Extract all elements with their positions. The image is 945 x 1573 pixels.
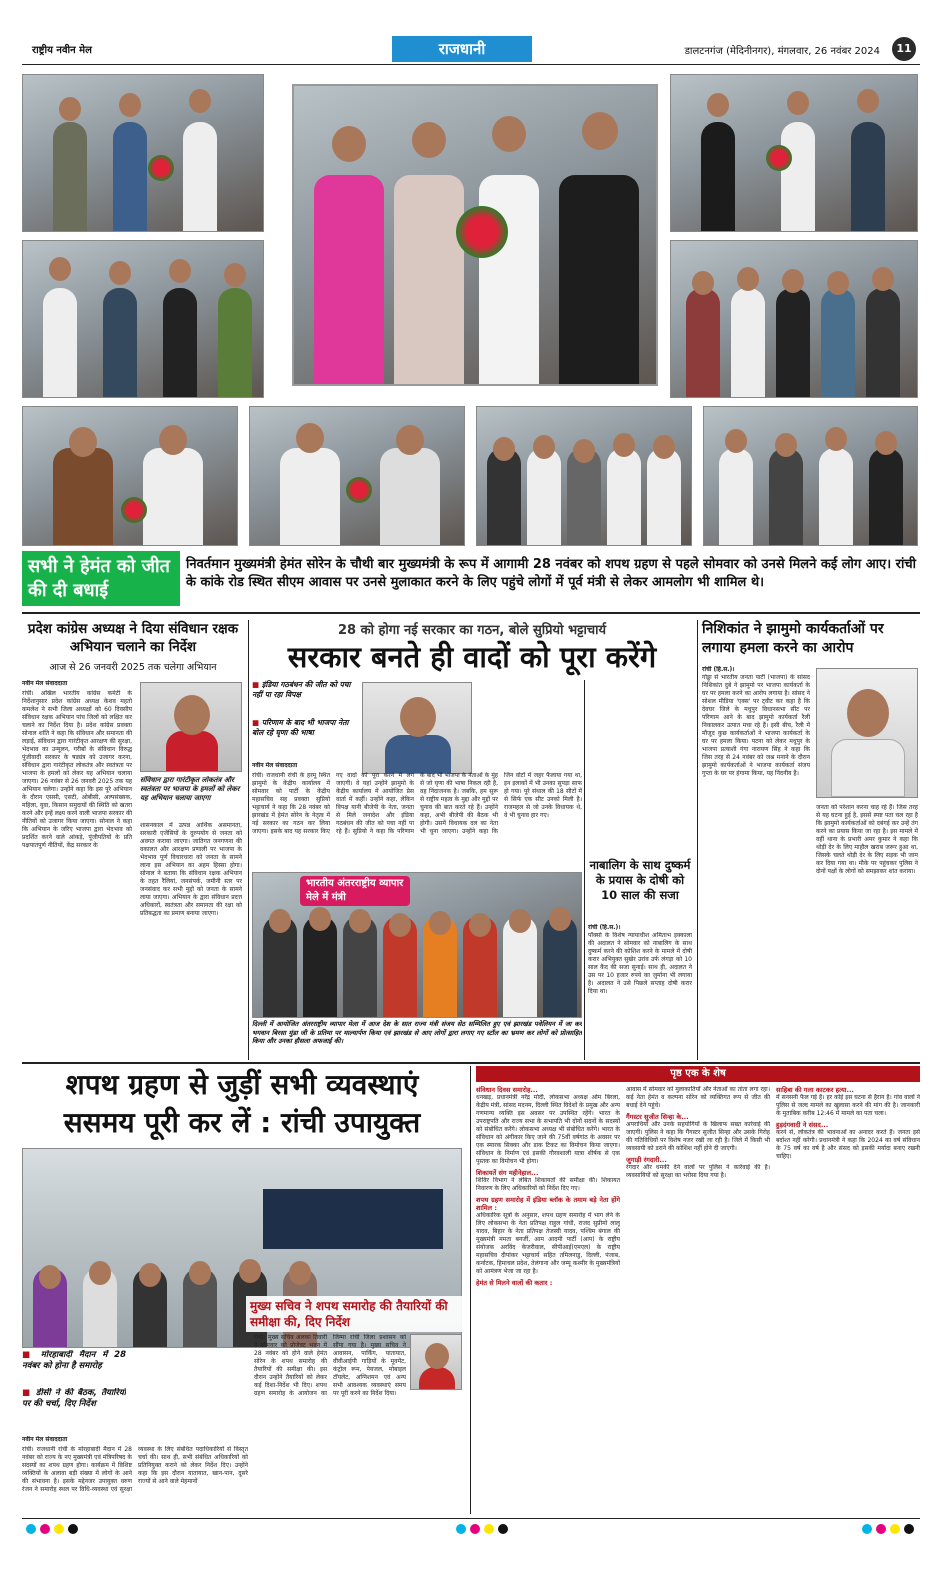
story-left-body: रांची। अखिल भारतीय कांग्रेस कमेटी के निर्देशानुसार प्रदेश कांग्रेस अध्यक्ष केशव महतो कमलेश ने सभी जिला अध्यक्षों को 60 दिवसीय संविधान रक्षक अभियान पांच जिलों को लक्षित कर चलाने का निर्देश दिया है। प्रदेश कांग्रेस प्रवक्ता सोनाल शांति ने कहा कि संविधान और समानता की लड़ाई, संविधान द्वारा गारंटीकृत आरक्षण की सुरक्षा, भेदभाव का उन्मूलन, गरीबों के संविधान विरुद्ध पूंजीवादी सरकार के षड्यंत्र को उजागर करना, संविधान द्वारा गारंटीकृत लोकतंत्र और स्वतंत्रता पर भाजपा के हमलों को लेकर यह अभियान चलाया जाएगा। 26 नवंबर से 26 जनवरी 2025 तक यह अभियान चलेगा। उन्होंने कहा कि इस पूरे अभियान के दौरान एससी, एसटी, ओबीसी, अल्पसंख्यक, महिला, युवा, किसान समुदायों की स्थिति को खतरा करने और इन्हें लक्ष्य करने वाली भाजपा सरकार की नीतियों को उजागर किया जाएगा। सोनाल ने कहा कि अभियान के जरिए भाजपा द्वारा भेदभाव को प्रदर्शित करने वाले आंकड़े, पूंजीपतियों के प्रति पक्षपातपूर्ण नीतियों, केंद्र सरकार के (22, 690, 132, 849)
continued-section-5-title: गैंगस्टर सुजीत सिन्हा के... (626, 1113, 689, 1121)
column-rule (584, 680, 585, 1060)
story-left-headline: प्रदेश कांग्रेस अध्यक्ष ने दिया संविधान रक्षक अभियान चलाने का निर्देश (27, 621, 239, 655)
continued-section-5: अपराधियों और उनके सहयोगियों के खिलाफ सख्त कार्रवाई की जाएगी। पुलिस ने कहा कि गैंगस्टर सुजीत सिन्हा और उसके गिरोह की गतिविधियों पर विशेष नजर रखी जा रही है। जिले में किसी भी व्यवसायी को डराने की कोशिश नहीं होने दी जाएगी। (626, 1121, 770, 1152)
story-center-body: रांची। राजधानी रांची के हरमू स्थित झामुमो के केंद्रीय कार्यालय में सोमवार को पार्टी के केंद्रीय महासचिव सह प्रवक्ता सुप्रियो भट्टाचार्य ने कहा कि 28 नवंबर को झारखंड में हेमंत सोरेन के नेतृत्व में नई सरकार का गठन कर लिया जाएगा। इसके बाद यह सरकार किए गए वादों को पूरा करने में लग जाएगी। वे यहां उन्होंने झामुमो के केंद्रीय कार्यालय में आयोजित प्रेस वार्ता में कहीं। उन्होंने कहा, लेकिन विपक्ष यानी बीजेपी के नेता, जनता से मिले जनादेश और इंडिया गठबंधन की जीत को पचा नहीं पा रहे हैं। सुप्रियो ने कहा कि परिणाम के बाद भी भाजपा के नेताओं के मुंह से जो घृणा की भाषा निकल रही है, वह निंदाजनक है। जबकि, हम सुरू से राष्ट्रीय महत्व के मुद्दा और मुद्दों पर चुनाव की बात करते रहे हैं। उन्होंने कहा, अभी बीजेपी की बैठक भी होगी। उसमें विधायक दल का नेता भी चुना जाएगा। उन्होंने कहा कि जिन वोटों में जहर फैलाया गया था, इन इलाकों में भी उनका सुपड़ा साफ हो गया। पूरे संथाल की 18 सीटों में से सिर्फ एक सीट उनको मिली है। राजमहल से जो उनके विधायक थे, वे भी चुनाव हार गए। (252, 772, 582, 835)
photo-greeting-5 (22, 406, 238, 546)
story-small-body: पॉक्सो के विशेष न्यायाधीश अमिताभ इक्काला की अदालत ने सोमवार को नाबालिग के साथ दुष्कर्म करने की कोशिश करने के मामले में दोषी करार अभियुक्त सुखेर उरांव उर्फ लंगड़ा को 10 साल कैद की सजा सुनाई। साथ ही, अदालत ने उस पर 10 हजार रुपये का जुर्माना भी लगाया है। अदालत ने उसे पिछले सप्ताह दोषी करार दिया था। (588, 932, 692, 995)
color-mark (40, 1524, 50, 1534)
continued-column-3 (776, 1086, 920, 1514)
continued-section-7: में सनसनी फैल गई है। हर कोई इस घटना से हैरान है। गांव वालों ने पुलिस से जल्द मामले का खुलासा करने की मांग की है। जानकारी के मुताबिक करीब 12:46 में मामले का पता चला। (776, 1094, 920, 1117)
color-mark (876, 1524, 886, 1534)
color-mark (26, 1524, 36, 1534)
page-number: 11 (892, 37, 916, 61)
continued-section-8: करने से, लोकतंत्र की भावनाओं का अनादर करते हैं। जनता इसे बर्दाश्त नहीं करेगी। प्रधानमंत्री ने कहा कि 2024 का वर्ष संविधान के 75 वर्ष का वर्ष है और संसद को इसकी मर्यादा बनाए रखनी चाहिए। (776, 1129, 920, 1160)
continued-section-4: आवास में सोमवार को मुलाकातियों और नेताओं का तांता लगा रहा। कई नेता हेमंत व कल्पना सोरेन को व्यक्तिगत रूप से जीत की बधाई देने पहुंचे। (626, 1086, 770, 1109)
story-bottom-body: रांची। राजधानी रांची के मोरहाबादी मैदान में 28 नवंबर को राज्य के नए मुख्यमंत्री एवं मंत्रिपरिषद के सदस्यों का शपथ ग्रहण होगा। कार्यक्रम में विशिष्ट व्यक्तियों के अलावा बड़ी संख्या में लोगों के आने की संभावना है। इसके मद्देनजर उपायुक्त वरुण रंजन ने समारोह स्थल पर विधि-व्यवस्था एवं सुरक्षा व्यवस्था के लिए संबंधित पदाधिकारियों से विस्तृत चर्चा की। साथ ही, सभी संबंधित अधिकारियों को प्रतिनियुक्त कराने को लेकर निर्देश दिए। उन्होंने कहा कि इस दौरान यातायात, खान-पान, दूसरे राज्यों से आने वाले मेहमानों (22, 1446, 248, 1493)
photo-chief-secretary (410, 1334, 462, 1390)
story-bottom-body-cont (132, 1350, 248, 1446)
story-center-byline: नवीन मेल संवाददाता (252, 762, 298, 769)
photo-feature-caption: निवर्तमान मुख्यमंत्री हेमंत सोरेन के चौथी बार मुख्यमंत्री के रूप में आगामी 28 नवंबर को शपथ ग्रहण से पहले सोमवार को उनसे मिलने कई लोग आए। रांची के कांके रोड स्थित सीएम आवास पर उनसे मुलाकात करने के लिए पहुंचे लोगों में पूर्व मंत्री से लेकर आमलोग भी शामिल थे। (186, 557, 916, 590)
photo-supriyo (362, 682, 472, 774)
story-center-kicker: 28 को होगा नई सरकार का गठन, बोले सुप्रियो भट्टाचार्य (338, 623, 606, 638)
story-left-subhead: आज से 26 जनवरी 2025 तक चलेगा अभियान (49, 662, 217, 673)
column-rule (697, 620, 698, 1060)
newspaper-logo: राष्ट्रीय नवीन मेल (32, 45, 92, 56)
story-left-byline: नवीन मेल संवाददाता (22, 680, 68, 687)
color-mark (68, 1524, 78, 1534)
story-small-byline: रांची (हि.स.)। (588, 924, 621, 931)
photo-greeting-4 (670, 240, 918, 398)
continued-section-6-title: जुगाड़ी रंगदारी... (626, 1156, 667, 1164)
story-bottom-point-1: ■ मोरहाबादी मैदान में 28 नवंबर को होना है समारोह (22, 1350, 126, 1371)
continued-section-1: धनखड़, प्रधानमंत्री नरेंद्र मोदी, लोकसभा अध्यक्ष ओम बिरला, केंद्रीय मंत्री, सांसद मदनम, दिल्ली स्थित विदेशों के प्रमुख और अन्य गणमान्य व्यक्ति इस अवसर पर उपस्थित रहेंगे। भारत के उपराष्ट्रपति और राज्य सभा के सभापति भी दोनों सदनों के सदस्यों को संबोधित करेंगे। लोकसभा अध्यक्ष भी संबोधित करेंगे। भारत के संविधान को अंगीकार किए जाने की 75वीं वर्षगांठ के अवसर पर एक स्मारक सिक्का और डाक टिकट का विमोचन किया जाएगा। संविधान के निर्माण एवं इसकी गौरवशाली यात्रा शीर्षक से एक पुस्तक का विमोचन भी होगा। (476, 1094, 620, 1165)
story-bottom-headline-1: शपथ ग्रहण से जुड़ीं सभी व्यवस्थाएं (65, 1068, 419, 1101)
story-right-body-2: जनता को परेशान करना चाह रहे हैं। जिस तरह से यह घटना हुई है, इससे स्पष्ट पता चल रहा है कि झामुमो कार्यकर्ताओं को दबंगई कर उन्हें तंग करने का प्रयास किया जा रहा है। इस मामले में वहीं थाना के प्रभारी अमर कुमार ने कहा कि थोड़ी देर के लिए माहौल खराब जरूर हुआ था, जिसके चलते थोड़ी देर के लिए सड़क भी जाम कर दिया गया था। मौके पर पहुंचकर पुलिस ने दोनों पक्षों के लोगों को समझाकर शांत कराया। (816, 804, 918, 875)
story-center-body-cont (476, 682, 582, 868)
continued-section-4-title: हेमंत से मिलने वालों की कतार : (476, 1279, 553, 1287)
story-center-pullquote-1: ■ इंडिया गठबंधन की जीत को पचा नहीं पा रहा विपक्ष (252, 680, 351, 699)
color-mark (470, 1524, 480, 1534)
continued-section-1-title: संविधान दिवस समारोह... (476, 1086, 538, 1094)
continued-column-2 (626, 1086, 770, 1514)
color-mark (54, 1524, 64, 1534)
color-mark (862, 1524, 872, 1534)
section-divider (22, 1062, 920, 1064)
color-mark (904, 1524, 914, 1534)
photo-greeting-2 (22, 240, 264, 398)
continued-section-2-title: शिकायतें संग महीनेहाल... (476, 1169, 539, 1177)
dateline: डालटनगंज (मेदिनीनगर), मंगलवार, 26 नवंबर 2024 (684, 46, 880, 57)
color-mark (484, 1524, 494, 1534)
story-right-byline: रांची (हि.स.)। (702, 666, 735, 673)
story-left-body-2: शासनकाल में उत्पन्न आर्थिक असमानता, सरकारी एजेंसियों के दुरुपयोग से जनता को अवगत कराया जाएगा। जातिगत जनगणना की वकालत और आरक्षण प्रणाली पर भाजपा के भेदभाव पूर्ण विचारधारा को जनता के सामने लाना इस अभियान का अहम हिस्सा होगा। सोनाल ने बताया कि संविधान रक्षक अभियान के तहत रैलियां, जनसंपर्क, जमीनी स्तर पर जनसंवाद कर सभी मुद्दों को जनता के सामने लाया जाएगा। अभियान के द्वारा संविधान प्रदत्त अधिकारों, स्वतंत्रता और समानता की रक्षा को प्रतिबद्धता का प्रमाण बनाया जाएगा। (140, 822, 242, 917)
continued-column-1 (476, 1086, 620, 1514)
story-center-headline: सरकार बनते ही वादों को पूरा करेंगे (287, 640, 657, 674)
column-rule (470, 1066, 471, 1514)
story-small-headline: नाबालिग के साथ दुष्कर्म के प्रयास के दोषी को 10 साल की सजा (589, 858, 691, 902)
photo-greeting-6 (249, 406, 465, 546)
photo-greeting-1 (22, 74, 264, 232)
story-right-body: गोड्डा से भारतीय जनता पार्टी (भाजपा) के सांसद निशिकांत दुबे ने झामुमो पर भाजपा कार्यकर्ता के घर पर हमला करने का आरोप लगाया है। सांसद ने सोशल मीडिया 'एक्स' पर ट्वीट कर कहा है कि देवघर जिले के मधुपुर विधानसभा सीट पर परिणाम आने के बाद झामुमो कार्यकर्ता रैली निकालकर उत्पात मचा रहे हैं। इसी बीच, रैली में मौजूद कुछ कार्यकर्ताओं ने भाजपा कार्यकर्ता के घर पर हमला किया। पटना को लेकर मधुपुर के भाजपा प्रत्याशी गंगा नारायण सिंह ने कहा कि जिस तरह से 24 नवंबर को जश्न मनाने के दौरान झामुमो कार्यकर्ताओं ने भाजपा कार्यकर्ता संजय गुप्ता के घर पर हंगामा किया, यह निंदनीय है। (702, 674, 810, 777)
photo-feature-label: सभी ने हेमंत को जीत की दी बधाई (22, 551, 180, 606)
section-title: राजधानी (392, 36, 532, 62)
continued-section-8-title: हुड़दंगवादी ने संसद... (776, 1121, 829, 1129)
masthead-divider (22, 64, 920, 65)
story-bottom-byline: नवीन मेल संवाददाता (22, 1436, 68, 1443)
photo-greeting-3 (670, 74, 918, 232)
story-left-photo-caption: संविधान द्वारा गारंटीकृत लोकतंत्र और स्वतंत्रता पर भाजपा के हमलों को लेकर यह अभियान चलाया जाएगा (140, 776, 240, 802)
photo-greeting-8 (703, 406, 918, 546)
continued-section-6: रंगदार और धमकी देने वालों पर पुलिस ने कार्रवाई की है। व्यवसायियों को सुरक्षा का भरोसा दिया गया है। (626, 1164, 770, 1179)
feature-divider (22, 612, 920, 614)
continued-section-7-title: साहिबा की गला काटकर हत्या... (776, 1086, 854, 1094)
continued-header: पृष्ठ एक के शेष (476, 1066, 920, 1082)
column-rule (248, 620, 249, 1060)
story-bottom-point-2: ■ डीसी ने की बैठक, तैयारियों पर की चर्चा, दिए निर्देश (22, 1388, 126, 1409)
masthead (22, 36, 920, 62)
color-mark (890, 1524, 900, 1534)
continued-section-3-title: शपथ ग्रहण समारोह में इंडिया ब्लॉक के तमाम बड़े नेता होंगे शामिल : (476, 1196, 620, 1212)
color-mark (456, 1524, 466, 1534)
story-bottom-sub-body: रांची। मुख्य सचिव अलका तिवारी ने सोमवार को प्रोजेक्ट भवन में 28 नवंबर को होने वाले हेमंत सोरेन के शपथ समारोह की तैयारियों की समीक्षा की। इस दौरान उन्होंने तैयारियों को लेकर कई दिशा-निर्देश भी दिए। शपथ ग्रहण समारोह के आयोजन का जिम्मा रांची जिला प्रशासन को सौंपा गया है। मुख्य सचिव ने आवासन, पार्किंग, यातायात, वीवीआईपी गाड़ियों के मूवमेंट, कंट्रोल रूम, पेयजल, मोबाइल टॉयलेट, अग्निशमन एवं अन्य सभी आवश्यक व्यवस्थाएं समय पर पूरी करने का निर्देश दिया। (254, 1334, 406, 1397)
continued-section-2: शिविर विभाग ने लंबित शिकायतों की समीक्षा की। शिकायत निवारण के लिए अधिकारियों को निर्देश दिए गए। (476, 1177, 620, 1192)
continued-section-3: अधिकारिक सूत्रों के अनुसार, शपथ ग्रहण समारोह में भाग लेने के लिए लोकसभा के नेता प्रतिपक्ष राहुल गांधी, राजद सुप्रीमो लालू यादव, बिहार के नेता प्रतिपक्ष तेजस्वी यादव, पश्चिम बंगाल की मुख्यमंत्री ममता बनर्जी, आम आदमी पार्टी (आप) के राष्ट्रीय संयोजक अरविंद केजरीवाल, सीपीआई(एमएल) के राष्ट्रीय महासचिव दीपांकर भट्टाचार्य सहित तमिलनाडु, दिल्ली, पंजाब, कर्नाटक, हिमाचल प्रदेश, तेलंगाना और जम्मू कश्मीर के मुख्यमंत्रियों को आमंत्रण भेजा जा रहा है। (476, 1212, 620, 1275)
color-mark (498, 1524, 508, 1534)
trade-fair-banner: भारतीय अंतरराष्ट्रीय व्यापार मेले में मंत्री (300, 876, 410, 906)
photo-congress-chief (140, 682, 242, 772)
photo-greeting-7 (476, 406, 692, 546)
footer-divider (22, 1518, 920, 1519)
trade-fair-caption: दिल्ली में आयोजित अंतरराष्ट्रीय व्यापार मेला में आज देश के सात राज्य मंत्री संजय सेठ सम्मिलित हुए एवं झारखंड पवेलियन में जा कर भगवान बिरसा मुंडा जी के प्रतिमा पर माल्यार्पण किया एवं झारखंड से आए लोगों द्वारा लगाए गए स्टॉल का भ्रमण कर लोगों को प्रोत्साहित किया और उनका हौसला अफजाई की। (252, 1020, 582, 1045)
story-bottom-headline-2: ससमय पूरी कर लें : रांची उपायुक्त (63, 1106, 421, 1139)
story-bottom-sub-headline: मुख्य सचिव ने शपथ समारोह की तैयारियों की समीक्षा की, दिए निर्देश (246, 1296, 462, 1332)
screen-display (263, 1189, 443, 1249)
photo-nishikant (816, 668, 918, 798)
story-right-headline: निशिकांत ने झामुमो कार्यकर्ताओं पर लगाया हमला करने का आरोप (702, 621, 884, 656)
story-center-pullquote-2: ■ परिणाम के बाद भी भाजपा नेता बोल रहे घृणा की भाषा (252, 718, 349, 737)
photo-main-greeting (292, 84, 658, 386)
